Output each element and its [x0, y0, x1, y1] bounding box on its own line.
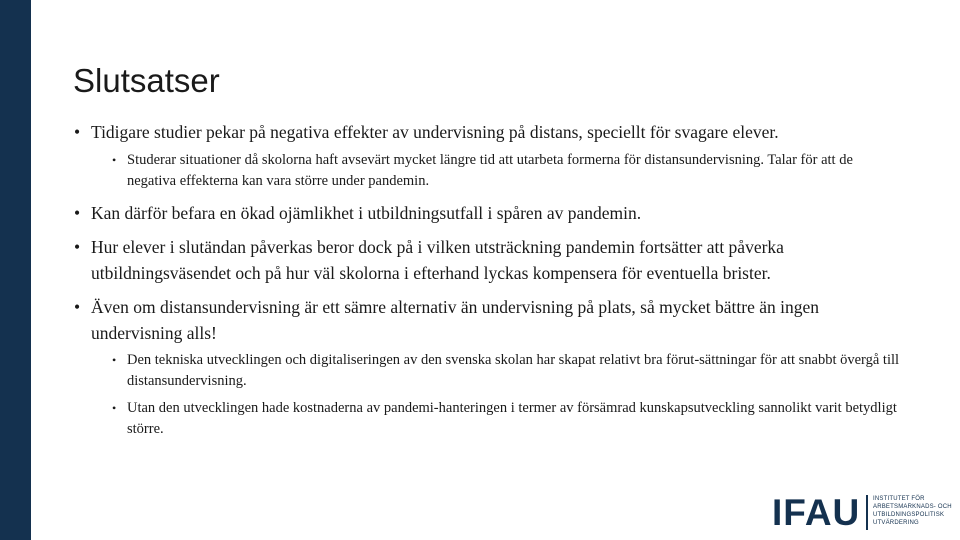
sub-bullet-item — [72, 350, 902, 392]
bullet-marker: • — [112, 401, 117, 415]
logo-wordmark: IFAU — [772, 492, 861, 533]
bullet-item — [72, 200, 902, 226]
logo-line: INSTITUTET FÖR — [873, 496, 925, 502]
bullet-marker: • — [74, 203, 81, 223]
bullet-text: Tidigare studier pekar på negativa effekter av undervisning på distans, speciellt för svagare elever. — [91, 122, 779, 142]
bullet-marker: • — [74, 297, 81, 317]
bullet-marker: • — [112, 153, 117, 167]
sub-bullet-text: Den tekniska utvecklingen och digitaliseringen av den svenska skolan har skapat relativt bra förut-sättningar för att snabbt övergå till distansundervisning. — [127, 352, 900, 389]
side-accent-bar — [0, 0, 31, 540]
bullet-marker: • — [74, 237, 81, 257]
bullet-text: Även om distansundervisning är ett sämre alternativ än undervisning på plats, så mycket bättre än ingen undervisning alls! — [91, 297, 819, 343]
sub-bullet-item — [72, 150, 902, 192]
sub-bullet-text: Utan den utvecklingen hade kostnaderna av pandemi-hanteringen i termer av försämrad kunskapsutveckling sannolikt varit betydligt större. — [127, 400, 897, 437]
sub-bullet-text: Studerar situationer då skolorna haft avsevärt mycket längre tid att utarbeta formerna för distansundervisning. Talar för att de negativa effekterna kan vara större under pandemin. — [127, 152, 853, 189]
slide-title: Slutsatser — [73, 62, 220, 99]
bullet-marker: • — [112, 353, 117, 367]
logo-line: UTVÄRDERING — [873, 520, 919, 526]
sub-bullet-item — [72, 398, 902, 440]
logo-divider — [866, 495, 868, 530]
bullet-text: Kan därför befara en ökad ojämlikhet i utbildningsutfall i spåren av pandemin. — [91, 203, 642, 223]
bullet-text: Hur elever i slutändan påverkas beror dock på i vilken utsträckning pandemin fortsätter att påverka utbildningsväsendet och på hur väl skolorna i efterhand lyckas kompensera för eventuella brister. — [91, 237, 784, 283]
bullet-item — [72, 119, 902, 145]
bullet-list — [72, 119, 902, 440]
bullet-item — [72, 234, 902, 286]
bullet-item — [72, 294, 902, 346]
logo-line: UTBILDNINGSPOLITISK — [873, 512, 945, 518]
logo-line: ARBETSMARKNADS- OCH — [873, 504, 952, 510]
bullet-marker: • — [74, 122, 81, 142]
logo-subtitle — [873, 495, 952, 527]
